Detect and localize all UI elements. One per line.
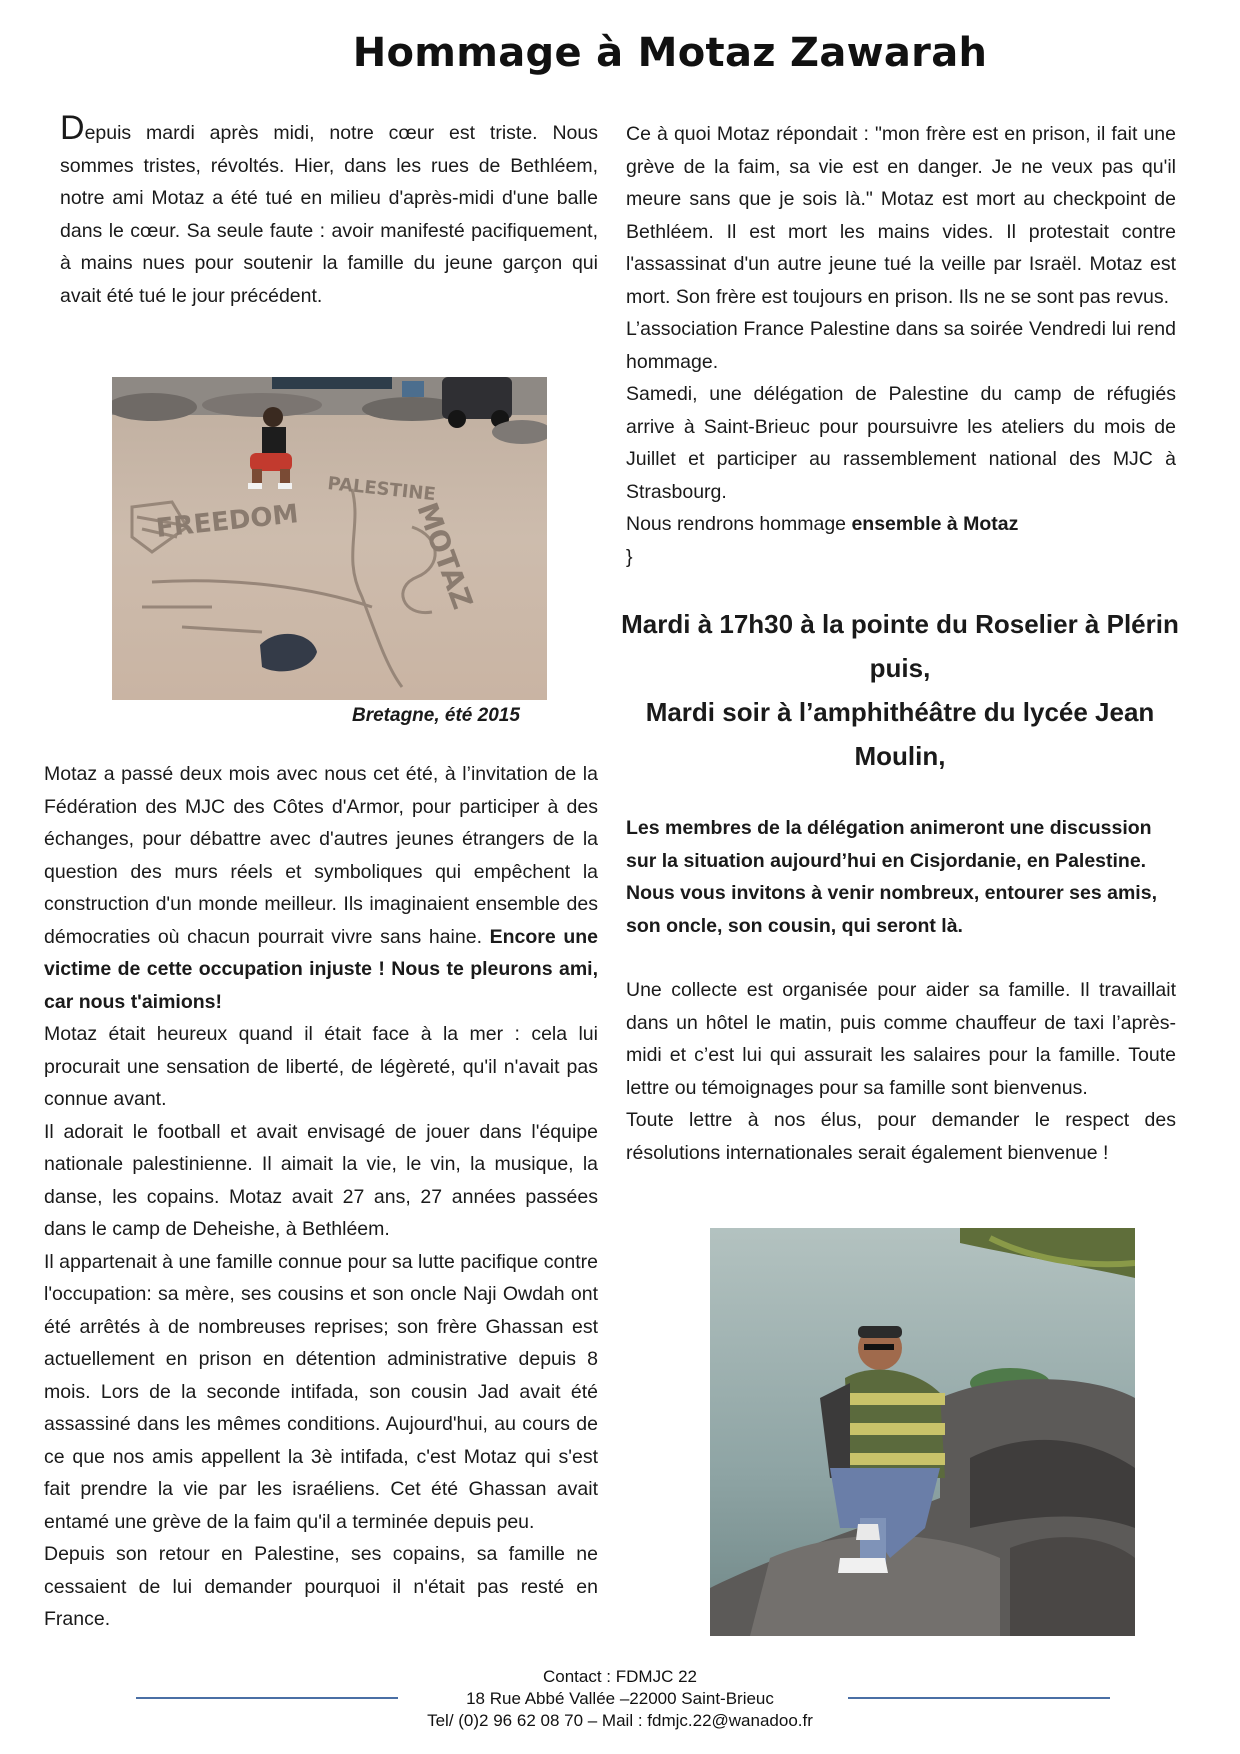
sea-photo-drawing: [710, 1228, 1135, 1636]
intro-paragraph: [60, 109, 598, 312]
left-paragraph-1-text: Motaz a passé deux mois avec nous cet été, à l’invitation de la Fédération des MJC des Côtes d'Armor, pour participer à des échanges, pour débattre avec d'autres jeunes étrangers de la question des murs réels et symboliques qui empêchent la construction d'un monde meilleur. Ils imaginaient ensemble des démocraties où chacun pourrait vivre sans haine.: [44, 763, 598, 948]
delegation-paragraph: Les membres de la délégation animeront une discussion sur la situation aujourd’hui en Cisjordanie, en Palestine. Nous vous invitons à venir nombreux, entourer ses amis, son oncle, son cousin, qui seront là.: [626, 817, 1157, 937]
left-paragraph-5: Depuis son retour en Palestine, ses copains, sa famille ne cessaient de lui demander pourquoi il n'était pas resté en France.: [44, 1543, 598, 1630]
left-paragraph-4: Il appartenait à une famille connue pour sa lutte pacifique contre l'occupation: sa mère, ses cousins et son oncle Naji Owdah ont été arrêtés à de nombreuses reprises; son frère Ghassan est actuellement en prison en détention administrative depuis 8 mois. Lors de la seconde intifada, son cousin Jad avait été assassiné dans les mêmes conditions. Aujourd'hui, au cours de ce que nos amis appellent la 3è intifada, c'est Motaz qui s'est fait prendre la vie par les israéliens. Cet été Ghassan avait entamé une grève de la faim qu'il a terminée depuis peu.: [44, 1250, 598, 1533]
beach-photo: [112, 377, 547, 700]
beach-photo-drawing: [112, 377, 547, 700]
page-title: Hommage à Motaz Zawarah: [352, 30, 988, 76]
right-bottom: [626, 974, 1176, 1169]
right-paragraph-2: L’association France Palestine dans sa soirée Vendredi lui rend hommage.: [626, 318, 1176, 373]
left-paragraph-2: Motaz était heureux quand il était face à la mer : cela lui procurait une sensation de liberté, de légèreté, qu'il n'avait pas connue avant.: [44, 1023, 598, 1110]
right-paragraph-4: [626, 508, 1176, 541]
collecte-paragraph: Une collecte est organisée pour aider sa famille. Il travaillait dans un hôtel le matin, puis comme chauffeur de taxi l’après-midi et c’est lui qui assurait les salaires pour la famille. Toute lettre ou témoignages pour sa famille sont bienvenus.: [626, 979, 1176, 1099]
dropcap: D: [60, 109, 85, 147]
footer-contact: [0, 1666, 1240, 1732]
footer-address: 18 Rue Abbé Vallée –22000 Saint-Brieuc: [466, 1689, 774, 1708]
footer-phone-mail: Tel/ (0)2 96 62 08 70 – Mail : fdmjc.22@wanadoo.fr: [427, 1711, 813, 1730]
sand-writing-palestine: PALESTINE: [326, 473, 437, 506]
sand-writing-freedom: FREEDOM: [154, 499, 300, 544]
left-paragraph-1-bold: Encore une victime de cette occupation injuste ! Nous te pleurons ami, car nous t'aimions!: [44, 925, 598, 1013]
right-paragraph-3: Samedi, une délégation de Palestine du camp de réfugiés arrive à Saint-Brieuc pour poursuivre les ateliers du mois de Juillet et participer au rassemblement national des MJC à Strasbourg.: [626, 383, 1176, 503]
event-line-2: Mardi soir à l’amphithéâtre du lycée Jean Moulin,: [645, 697, 1155, 771]
right-paragraph-4-bold: ensemble à Motaz: [851, 513, 1019, 535]
left-paragraph-1: [44, 758, 598, 1018]
sand-writing-motaz: MOTAZ: [410, 498, 480, 614]
photo-caption: Bretagne, été 2015: [352, 705, 520, 726]
right-top: Ce à quoi Motaz répondait : "mon frère est en prison, il fait une grève de la faim, sa vie est en danger. Je ne veux pas qu'il meure sans que je sois là." Motaz est mort au checkpoint de Bethléem. Il est mort les mains vides. Il protestait contre l'assassinat d'un autre jeune tué la veille par Israël. Motaz est mort. Son frère est toujours en prison. Ils ne se sont pas revus. L’association France Palestine dans sa soirée Vendredi lui rend hommage. Samedi, une délégation de Palestine du camp de réfugiés arrive à Saint-Brieuc pour poursuivre les ateliers du mois de Juillet et participer au rassemblement national des MJC à Strasbourg. Nous rendrons hommage ensemble à Motaz }: [626, 118, 1176, 573]
intro-text: epuis mardi après midi, notre cœur est triste. Nous sommes tristes, révoltés. Hier, dans les rues de Bethléem, notre ami Motaz a été tué en milieu d'après-midi d'une balle dans le cœur. Sa seule faute : avoir manifesté pacifiquement, à mains nues pour soutenir la famille du jeune garçon qui avait été tué le jour précédent.: [60, 122, 598, 307]
event-line-1: Mardi à 17h30 à la pointe du Roselier à Plérin puis,: [621, 609, 1179, 683]
left-body: [44, 758, 598, 1636]
footer-contact-name: Contact : FDMJC 22: [543, 1667, 697, 1686]
left-paragraph-3: Il adorait le football et avait envisagé de jouer dans l'équipe nationale palestinienne. Il aimait la vie, le vin, la musique, la danse, les copains. Motaz avait 27 ans, 27 années passées dans le camp de Deheishe, à Bethléem.: [44, 1120, 598, 1240]
sea-photo: [710, 1228, 1135, 1636]
right-paragraph-4-text: Nous rendrons hommage: [626, 513, 852, 535]
lettre-paragraph: Toute lettre à nos élus, pour demander le respect des résolutions internationales serait également bienvenue !: [626, 1109, 1176, 1164]
right-paragraph-1: Ce à quoi Motaz répondait : "mon frère est en prison, il fait une grève de la faim, sa vie est en danger. Je ne veux pas qu'il meure sans que je sois là." Motaz est mort au checkpoint de Bethléem. Il est mort les mains vides. Il protestait contre l'assassinat d'un autre jeune tué la veille par Israël. Motaz est mort. Son frère est toujours en prison. Ils ne se sont pas revus.: [626, 123, 1176, 308]
